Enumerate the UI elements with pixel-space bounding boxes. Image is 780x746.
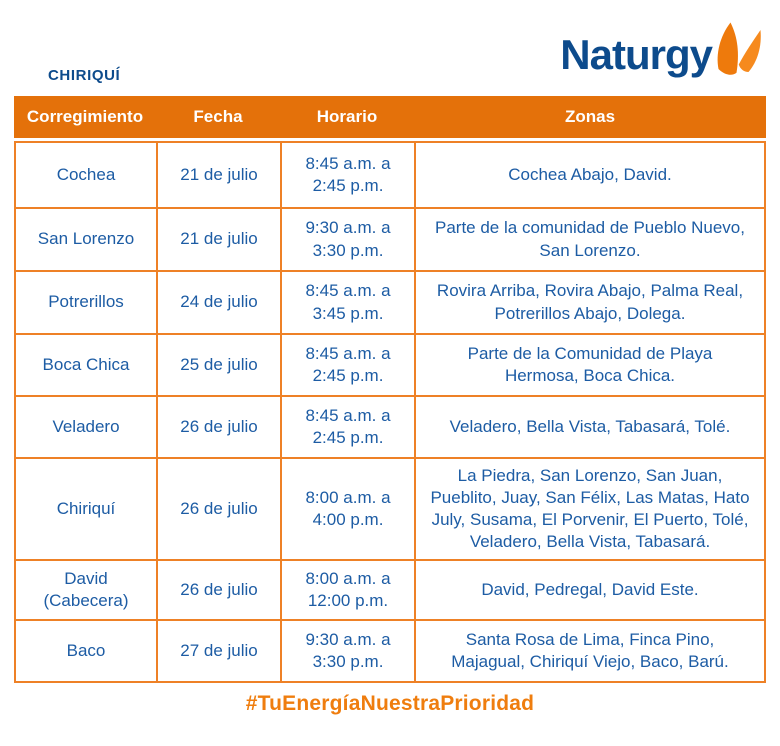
cell-corregimiento: Cochea (16, 143, 158, 209)
cell-corregimiento: Potrerillos (16, 272, 158, 335)
cell-fecha: 26 de julio (158, 459, 282, 561)
region-title: CHIRIQUÍ (48, 67, 121, 84)
cell-zonas: Veladero, Bella Vista, Tabasará, Tolé. (416, 397, 764, 459)
cell-corregimiento: Baco (16, 621, 158, 681)
cell-fecha: 24 de julio (158, 272, 282, 335)
cell-zonas: David, Pedregal, David Este. (416, 561, 764, 621)
footer-hashtag: #TuEnergíaNuestraPrioridad (245, 692, 535, 716)
cell-horario: 9:30 a.m. a 3:30 p.m. (282, 621, 416, 681)
cell-fecha: 27 de julio (158, 621, 282, 681)
cell-fecha: 21 de julio (158, 209, 282, 272)
cell-zonas: Santa Rosa de Lima, Finca Pino, Majagual, Chiriquí Viejo, Baco, Barú. (451, 630, 729, 672)
cell-corregimiento: Boca Chica (16, 335, 158, 397)
cell-horario: 8:00 a.m. a 4:00 p.m. (282, 459, 416, 561)
cell-fecha: 21 de julio (158, 143, 282, 209)
butterfly-icon (714, 20, 762, 82)
cell-horario: 8:45 a.m. a 2:45 p.m. (282, 143, 416, 209)
cell-horario: 8:45 a.m. a 2:45 p.m. (282, 397, 416, 459)
naturgy-logo (560, 20, 762, 82)
table-header-row (14, 96, 766, 138)
outage-table (14, 96, 766, 683)
cell-zonas: Cochea Abajo, David. (416, 143, 764, 209)
cell-fecha: 25 de julio (158, 335, 282, 397)
cell-fecha: 26 de julio (158, 561, 282, 621)
table-body (14, 141, 766, 683)
cell-zonas: Parte de la comunidad de Pueblo Nuevo, San Lorenzo. (416, 209, 764, 272)
cell-fecha: 26 de julio (158, 397, 282, 459)
cell-corregimiento: Chiriquí (16, 459, 158, 561)
cell-zonas: Rovira Arriba, Rovira Abajo, Palma Real, Potrerillos Abajo, Dolega. (416, 272, 764, 335)
header-zonas: Zonas (564, 107, 616, 126)
cell-horario: 8:00 a.m. a 12:00 p.m. (282, 561, 416, 621)
cell-corregimiento: San Lorenzo (16, 209, 158, 272)
header-corregimiento: Corregimiento (26, 107, 144, 126)
cell-horario: 8:45 a.m. a 3:45 p.m. (282, 272, 416, 335)
cell-horario: 8:45 a.m. a 2:45 p.m. (282, 335, 416, 397)
top-bar (0, 0, 780, 96)
cell-horario: 9:30 a.m. a 3:30 p.m. (282, 209, 416, 272)
naturgy-wordmark: Naturgy (560, 31, 712, 78)
cell-corregimiento: Veladero (16, 397, 158, 459)
cell-zonas: Parte de la Comunidad de Playa Hermosa, Boca Chica. (416, 335, 764, 397)
header-fecha: Fecha (193, 107, 243, 126)
cell-corregimiento: David (Cabecera) (16, 561, 158, 621)
footer (0, 692, 780, 716)
header-horario: Horario (316, 107, 378, 126)
cell-zonas: La Piedra, San Lorenzo, San Juan, Pueblito, Juay, San Félix, Las Matas, Hato July, Susama, El Porvenir, El Puerto, Tolé, Veladero, Bella Vista, Tabasará. (416, 459, 764, 561)
